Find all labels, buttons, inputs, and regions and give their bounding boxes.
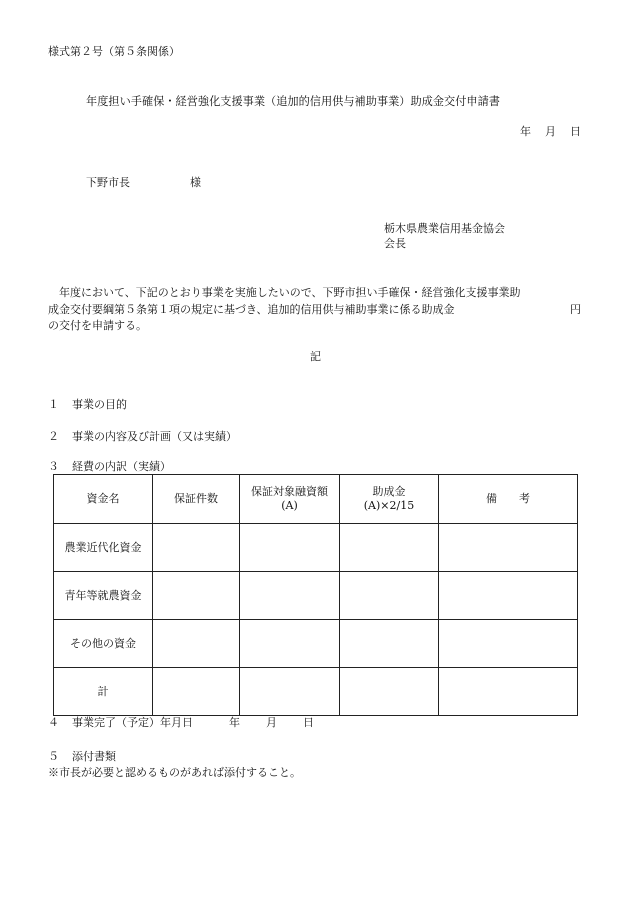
row-remarks [439, 524, 578, 572]
application-date [520, 125, 581, 139]
row-guarantee-count [153, 572, 240, 620]
row-fund-name: その他の資金 [54, 620, 153, 668]
addressee [86, 176, 201, 190]
header-guarantee-amount-label: 保証対象融資額 [251, 485, 328, 498]
row-subsidy [340, 572, 439, 620]
row-remarks [439, 620, 578, 668]
section-number: １ [48, 398, 59, 411]
body-line-1: 年度において、下記のとおり事業を実施したいので、下野市担い手確保・経営強化支援事業助 [48, 286, 521, 299]
row-subsidy [340, 668, 439, 716]
body-paragraph [48, 285, 582, 335]
attachment-note: ※市長が必要と認めるものがあれば添付すること。 [48, 766, 301, 779]
section-label: 事業の内容及び計画（又は実績） [72, 430, 237, 443]
row-guarantee-amount [240, 620, 340, 668]
header-subsidy-sub: (A)×2/15 [363, 499, 415, 512]
row-guarantee-amount [240, 668, 340, 716]
header-fund-name: 資金名 [54, 475, 153, 524]
section-expense-breakdown [48, 460, 171, 474]
row-fund-name: 農業近代化資金 [54, 524, 153, 572]
section-number: ５ [48, 750, 59, 763]
row-fund-name: 青年等就農資金 [54, 572, 153, 620]
applicant-organization: 栃木県農業信用基金協会 [384, 222, 505, 235]
body-line-3: の交付を申請する。 [48, 319, 147, 332]
section-content-plan [48, 430, 237, 444]
header-subsidy-label: 助成金 [372, 485, 406, 498]
body-line-2 [48, 302, 582, 319]
date-month: 月 [545, 125, 556, 138]
row-guarantee-amount [240, 572, 340, 620]
table-row [54, 572, 578, 620]
date-day: 日 [570, 125, 581, 138]
section-number: ３ [48, 460, 59, 473]
document-title: 年度担い手確保・経営強化支援事業（追加的信用供与補助事業）助成金交付申請書 [86, 95, 500, 108]
completion-month: 月 [266, 716, 277, 729]
row-remarks [439, 668, 578, 716]
section-label: 経費の内訳（実績） [72, 460, 171, 473]
date-year: 年 [520, 125, 531, 138]
body-line-2-text: 成金交付要綱第５条第１項の規定に基づき、追加的信用供与補助事業に係る助成金 [48, 302, 455, 316]
completion-year: 年 [229, 716, 240, 729]
row-guarantee-amount [240, 524, 340, 572]
row-guarantee-count [153, 668, 240, 716]
section-attachments [48, 750, 116, 764]
section-purpose [48, 398, 127, 412]
body-line-2-yen: 円 [570, 302, 581, 316]
section-label: 添付書類 [72, 750, 116, 763]
table-row [54, 620, 578, 668]
section-number: ４ [48, 716, 59, 729]
section-label: 事業の目的 [72, 398, 127, 411]
table-row [54, 524, 578, 572]
header-guarantee-count: 保証件数 [153, 475, 240, 524]
addressee-name: 下野市長 [86, 176, 130, 189]
completion-day: 日 [303, 716, 314, 729]
ki-marker: 記 [310, 350, 321, 363]
row-remarks [439, 572, 578, 620]
table-total-row [54, 668, 578, 716]
row-subsidy [340, 620, 439, 668]
row-guarantee-count [153, 620, 240, 668]
header-subsidy [340, 475, 439, 524]
header-remarks: 備 考 [439, 475, 578, 524]
header-guarantee-amount-sub: (A) [281, 499, 298, 512]
row-subsidy [340, 524, 439, 572]
form-number: 様式第２号（第５条関係） [48, 45, 180, 58]
table-header-row [54, 475, 578, 524]
applicant-title: 会長 [384, 237, 406, 250]
header-guarantee-amount [240, 475, 340, 524]
section-completion-date [48, 716, 314, 730]
section-number: ２ [48, 430, 59, 443]
row-guarantee-count [153, 524, 240, 572]
completion-date-fields [229, 716, 314, 730]
row-fund-name: 計 [54, 668, 153, 716]
expense-table [53, 474, 578, 716]
section-label: 事業完了（予定）年月日 [72, 716, 193, 729]
addressee-honorific: 様 [190, 176, 201, 189]
